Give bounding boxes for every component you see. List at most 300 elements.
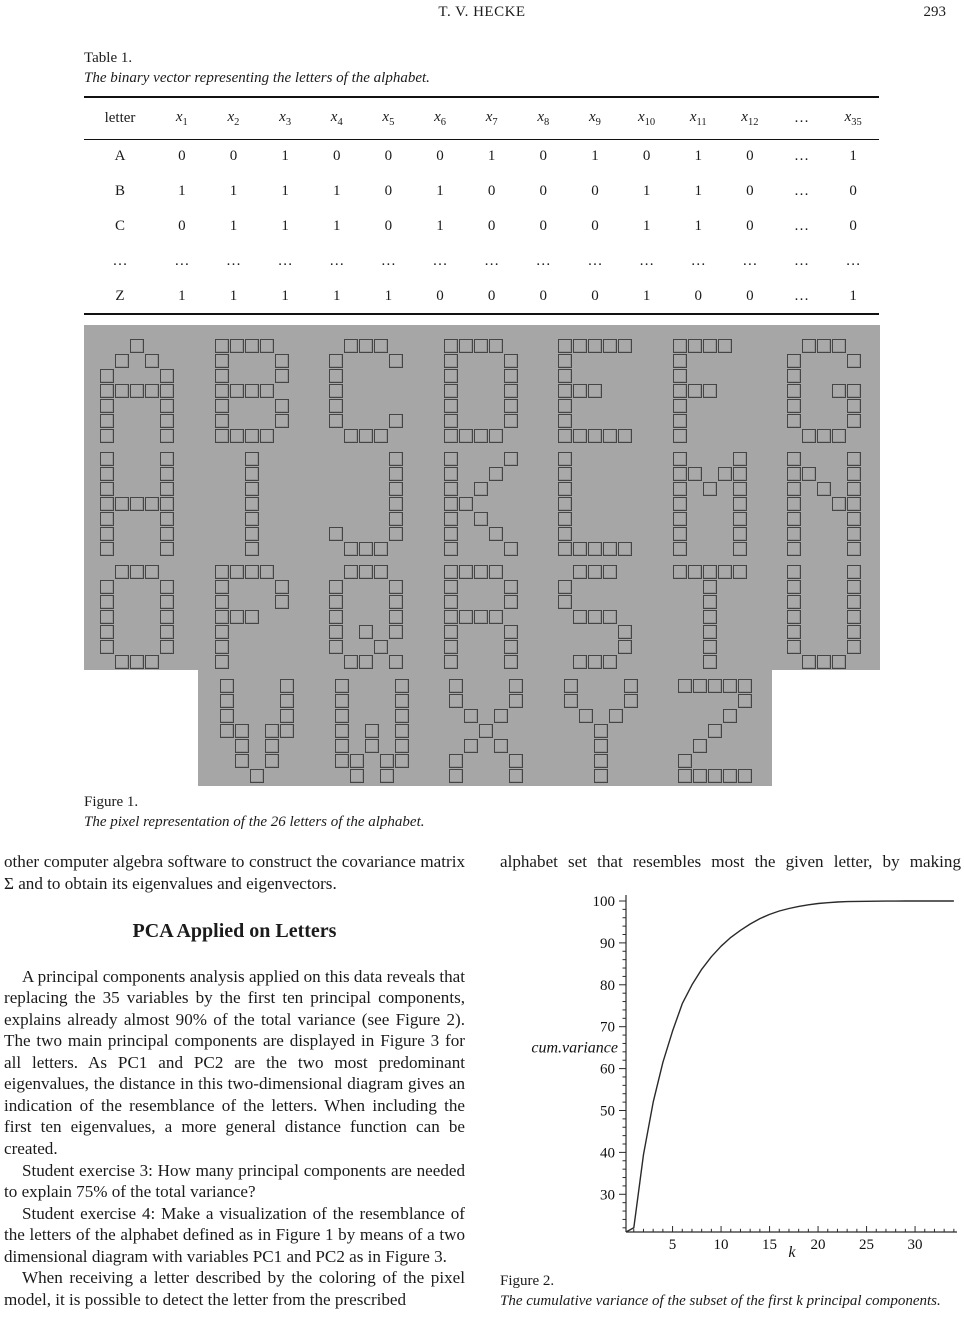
table-cell: 0	[384, 183, 393, 199]
pixel-on	[160, 384, 174, 398]
pixel-on	[145, 565, 159, 579]
table-cell: 1	[849, 148, 857, 165]
pixel-on	[688, 467, 702, 481]
x-tick-label: 5	[668, 1236, 677, 1253]
pixel-on	[558, 339, 572, 353]
pixel-on	[215, 429, 229, 443]
pixel-off	[250, 739, 265, 754]
pixel-on	[594, 739, 608, 753]
pixel-on	[673, 399, 687, 413]
pixel-off	[344, 369, 359, 384]
pixel-off	[100, 339, 115, 354]
pixel-on	[280, 709, 294, 723]
pixel-off	[275, 640, 290, 655]
pixel-off	[817, 354, 832, 369]
table-cell: 1	[487, 148, 496, 165]
pixel-off	[494, 754, 509, 769]
pixel-on	[494, 709, 508, 723]
pixel-on	[389, 512, 403, 526]
pixel-off	[245, 640, 260, 655]
table-cell: 1	[178, 287, 186, 304]
pixel-off	[329, 482, 344, 497]
pixel-off	[245, 625, 260, 640]
pixel-off	[389, 542, 404, 557]
pixel-on	[220, 709, 234, 723]
pixel-off	[832, 482, 847, 497]
pixel-off	[389, 384, 404, 399]
pixel-off	[688, 655, 703, 670]
pixel-off	[260, 542, 275, 557]
pixel-off	[688, 542, 703, 557]
pixel-on	[100, 429, 114, 443]
pixel-off	[688, 452, 703, 467]
pixel-on	[673, 497, 687, 511]
pixel-on	[230, 565, 244, 579]
pixel-letter-Q	[329, 565, 404, 670]
table-row	[84, 244, 879, 279]
pixel-off	[479, 709, 494, 724]
pixel-off	[802, 565, 817, 580]
pixel-on	[245, 497, 259, 511]
pixel-on	[847, 354, 861, 368]
pixel-off	[374, 369, 389, 384]
pixel-off	[588, 354, 603, 369]
pixel-off	[275, 655, 290, 670]
pixel-off	[464, 694, 479, 709]
pixel-off	[678, 739, 693, 754]
pixel-off	[558, 655, 573, 670]
pixel-off	[230, 497, 245, 512]
pixel-off	[275, 452, 290, 467]
pixel-off	[588, 595, 603, 610]
pixel-off	[588, 399, 603, 414]
pixel-off	[220, 769, 235, 784]
pixel-on	[558, 384, 572, 398]
pixel-off	[329, 467, 344, 482]
pixel-on	[673, 429, 687, 443]
pixel-off	[718, 655, 733, 670]
pixel-on	[220, 694, 234, 708]
pixel-off	[494, 724, 509, 739]
pixel-off	[802, 580, 817, 595]
pixel-on	[509, 769, 523, 783]
pixel-off	[145, 452, 160, 467]
pixel-on	[160, 414, 174, 428]
table1-colheader: $x_5$	[382, 108, 395, 128]
pixel-off	[693, 724, 708, 739]
pixel-off	[817, 580, 832, 595]
table-row	[84, 139, 879, 174]
table-cell: 0	[591, 218, 599, 234]
pixel-off	[573, 625, 588, 640]
pixel-off	[594, 709, 609, 724]
x-tick-label: 20	[810, 1236, 826, 1253]
pixel-on	[558, 580, 572, 594]
pixel-on	[160, 497, 174, 511]
pixel-on	[100, 399, 114, 413]
pixel-off	[329, 429, 344, 444]
pixel-off	[817, 399, 832, 414]
pixel-off	[359, 467, 374, 482]
pixel-off	[374, 482, 389, 497]
pixel-on	[100, 610, 114, 624]
pixel-off	[245, 414, 260, 429]
pixel-on	[100, 414, 114, 428]
pixel-off	[389, 429, 404, 444]
pixel-off	[389, 565, 404, 580]
pixel-on	[718, 565, 732, 579]
pixel-off	[329, 565, 344, 580]
pixel-off	[359, 580, 374, 595]
pixel-off	[145, 339, 160, 354]
pixel-letter-N	[787, 452, 862, 557]
pixel-on	[703, 384, 717, 398]
pixel-off	[260, 640, 275, 655]
table1-label: Table 1.	[84, 50, 133, 66]
pixel-off	[329, 655, 344, 670]
pixel-off	[588, 640, 603, 655]
y-axis-title: cum.variance	[531, 1039, 618, 1057]
pixel-on	[245, 339, 259, 353]
pixel-off	[718, 527, 733, 542]
pixel-off	[230, 580, 245, 595]
pixel-off	[489, 399, 504, 414]
pixel-off	[558, 625, 573, 640]
pixel-on	[847, 595, 861, 609]
table1-colheader: $x_{35}$	[844, 108, 862, 128]
pixel-off	[215, 527, 230, 542]
pixel-off	[474, 497, 489, 512]
pixel-on	[733, 565, 747, 579]
pixel-off	[733, 640, 748, 655]
pixel-off	[344, 640, 359, 655]
pixel-on	[489, 610, 503, 624]
pixel-off	[802, 482, 817, 497]
pixel-off	[245, 354, 260, 369]
pixel-on	[673, 384, 687, 398]
pixel-on	[703, 610, 717, 624]
pixel-off	[573, 452, 588, 467]
pixel-off	[579, 769, 594, 784]
pixel-off	[703, 512, 718, 527]
pixel-on	[444, 640, 458, 654]
pixel-on	[395, 724, 409, 738]
pixel-on	[474, 482, 488, 496]
table-cell: 0	[539, 218, 548, 234]
pixel-off	[275, 542, 290, 557]
column-left	[4, 851, 465, 1310]
pixel-on	[389, 625, 403, 639]
pixel-on	[444, 369, 458, 383]
pixel-off	[588, 512, 603, 527]
pixel-off	[260, 625, 275, 640]
table-cell: …	[225, 253, 241, 269]
pixel-off	[832, 467, 847, 482]
pixel-off	[380, 694, 395, 709]
table-cell: 1	[281, 218, 289, 234]
pixel-on	[787, 595, 801, 609]
pixel-on	[395, 754, 409, 768]
pixel-off	[494, 769, 509, 784]
pixel-on	[374, 565, 388, 579]
pixel-on	[329, 625, 343, 639]
pixel-off	[235, 769, 250, 784]
pixel-on	[329, 354, 343, 368]
page-number: 293	[923, 4, 946, 20]
figure2-captionblock	[500, 1271, 961, 1311]
pixel-off	[344, 384, 359, 399]
pixel-off	[474, 542, 489, 557]
pixel-on	[160, 452, 174, 466]
pixel-off	[564, 709, 579, 724]
pixel-letter-P	[215, 565, 290, 670]
pixel-off	[474, 399, 489, 414]
pixel-off	[459, 640, 474, 655]
cumulative-variance-curve	[626, 901, 954, 1232]
pixel-off	[130, 369, 145, 384]
pixel-off	[115, 527, 130, 542]
pixel-on	[618, 625, 632, 639]
pixel-off	[673, 655, 688, 670]
pixel-off	[688, 369, 703, 384]
table-row	[84, 279, 879, 314]
pixel-off	[504, 429, 519, 444]
pixel-off	[359, 384, 374, 399]
pixel-on	[374, 542, 388, 556]
pixel-on	[130, 565, 144, 579]
pixel-on	[832, 429, 846, 443]
pixel-on	[130, 497, 144, 511]
pixel-on	[389, 610, 403, 624]
pixel-letter-E	[558, 339, 633, 444]
pixel-off	[609, 679, 624, 694]
pixel-on	[847, 512, 861, 526]
table-cell: 0	[384, 148, 393, 165]
pixel-on	[708, 769, 722, 783]
pixel-off	[489, 354, 504, 369]
pixel-off	[733, 655, 748, 670]
y-tick-label: 60	[600, 1061, 615, 1078]
pixel-letter-I	[215, 452, 290, 557]
pixel-off	[145, 595, 160, 610]
pixel-on	[344, 429, 358, 443]
figure2-label: Figure 2.	[500, 1272, 555, 1289]
pixel-off	[718, 414, 733, 429]
pixel-on	[160, 610, 174, 624]
pixel-on	[245, 452, 259, 466]
pixel-off	[603, 414, 618, 429]
pixel-off	[260, 414, 275, 429]
pixel-on	[444, 580, 458, 594]
pixel-off	[703, 467, 718, 482]
table1-colheader: $x_{12}$	[741, 108, 759, 128]
pixel-on	[673, 452, 687, 466]
pixel-on	[444, 610, 458, 624]
pixel-on	[329, 384, 343, 398]
pixel-on	[618, 542, 632, 556]
pixel-off	[618, 399, 633, 414]
pixel-off	[504, 482, 519, 497]
pixel-on	[115, 565, 129, 579]
pixel-off	[723, 724, 738, 739]
pixel-on	[738, 694, 752, 708]
pixel-on	[733, 497, 747, 511]
table-cell: …	[794, 183, 809, 199]
pixel-on	[245, 482, 259, 496]
pixel-on	[444, 565, 458, 579]
pixel-on	[504, 384, 518, 398]
pixel-on	[389, 482, 403, 496]
pixel-on	[787, 640, 801, 654]
pixel-on	[115, 655, 129, 669]
pixel-off	[275, 339, 290, 354]
pixel-on	[509, 679, 523, 693]
pixel-off	[703, 354, 718, 369]
pixel-on	[160, 467, 174, 481]
pixel-on	[504, 625, 518, 639]
pixel-off	[594, 679, 609, 694]
pixel-on	[160, 595, 174, 609]
pixel-off	[365, 769, 380, 784]
table1-colheader: $x_7$	[485, 108, 498, 128]
pixel-off	[374, 497, 389, 512]
pixel-off	[718, 399, 733, 414]
pixel-letter-G	[787, 339, 862, 444]
pixel-on	[265, 739, 279, 753]
table-cell: …	[174, 253, 190, 269]
pixel-off	[359, 452, 374, 467]
table-cell: …	[535, 253, 551, 269]
pixel-off	[703, 452, 718, 467]
pixel-off	[215, 467, 230, 482]
pixel-on	[624, 679, 638, 693]
pixel-off	[817, 527, 832, 542]
pixel-on	[847, 452, 861, 466]
pixel-off	[579, 694, 594, 709]
pixel-off	[802, 625, 817, 640]
pixel-off	[718, 369, 733, 384]
pixel-on	[504, 354, 518, 368]
pixel-off	[603, 497, 618, 512]
pixel-off	[708, 739, 723, 754]
pixel-on	[673, 414, 687, 428]
pixel-off	[564, 724, 579, 739]
table1-colheader: $x_6$	[434, 108, 446, 128]
pixel-off	[688, 512, 703, 527]
pixel-off	[359, 595, 374, 610]
pixel-on	[802, 339, 816, 353]
pixel-off	[603, 640, 618, 655]
pixel-off	[688, 625, 703, 640]
pixel-on	[329, 369, 343, 383]
pixel-on	[215, 580, 229, 594]
pixel-off	[832, 369, 847, 384]
pixel-off	[474, 580, 489, 595]
pixel-on	[673, 369, 687, 383]
paragraph-exercise4: Student exercise 4: Make a visualization of the resemblance of the letters of the alphabet defined as in Figure 1 by means of a two dimensional diagram with variables PC1 and PC2 as in Figure 3.	[4, 1203, 465, 1266]
pixel-off	[558, 610, 573, 625]
pixel-off	[215, 512, 230, 527]
pixel-on	[100, 527, 114, 541]
pixel-off	[260, 595, 275, 610]
pixel-on	[673, 512, 687, 526]
pixel-off	[558, 640, 573, 655]
pixel-on	[847, 527, 861, 541]
pixel-off	[688, 429, 703, 444]
paragraph-covariance: other computer algebra software to construct the covariance matrix Σ and to obtain its eigenvalues and eigenvectors.	[4, 852, 465, 893]
pixel-off	[459, 482, 474, 497]
pixel-off	[474, 625, 489, 640]
table-cell: 0	[539, 183, 548, 199]
pixel-letter-J	[329, 452, 404, 557]
pixel-off	[145, 399, 160, 414]
pixel-on	[215, 399, 229, 413]
pixel-off	[489, 369, 504, 384]
pixel-off	[230, 414, 245, 429]
pixel-on	[588, 339, 602, 353]
pixel-off	[624, 754, 639, 769]
pixel-on	[504, 452, 518, 466]
pixel-on	[787, 497, 801, 511]
pixel-off	[678, 709, 693, 724]
pixel-off	[389, 339, 404, 354]
pixel-on	[215, 595, 229, 609]
pixel-off	[733, 625, 748, 640]
pixel-on	[703, 640, 717, 654]
pixel-off	[160, 354, 175, 369]
pixel-off	[618, 452, 633, 467]
pixel-off	[723, 754, 738, 769]
pixel-off	[250, 754, 265, 769]
pixel-off	[703, 414, 718, 429]
pixel-on	[160, 527, 174, 541]
table-cell: …	[742, 253, 758, 269]
pixel-off	[688, 399, 703, 414]
table1-head	[84, 97, 879, 139]
pixel-off	[380, 679, 395, 694]
pixel-off	[275, 482, 290, 497]
pixel-off	[374, 467, 389, 482]
pixel-on	[145, 655, 159, 669]
pixel-off	[230, 354, 245, 369]
pixel-on	[558, 512, 572, 526]
table-cell: …	[484, 253, 500, 269]
pixel-on	[703, 482, 717, 496]
pixel-on	[335, 754, 349, 768]
pixel-on	[395, 739, 409, 753]
pixel-on	[444, 542, 458, 556]
pixel-on	[245, 527, 259, 541]
pixel-off	[618, 595, 633, 610]
pixel-off	[817, 497, 832, 512]
pixel-off	[573, 512, 588, 527]
pixel-off	[459, 512, 474, 527]
running-header	[0, 4, 964, 26]
table1-colheader-letter: letter	[104, 109, 136, 126]
pixel-on	[260, 339, 274, 353]
pixel-off	[344, 512, 359, 527]
pixel-letter-X	[449, 679, 524, 784]
table1-colheader: $x_4$	[330, 108, 343, 128]
pixel-off	[573, 414, 588, 429]
pixel-off	[459, 595, 474, 610]
pixel-off	[703, 369, 718, 384]
pixel-off	[344, 580, 359, 595]
pixel-off	[145, 580, 160, 595]
pixel-off	[130, 580, 145, 595]
pixel-off	[504, 610, 519, 625]
pixel-off	[703, 399, 718, 414]
